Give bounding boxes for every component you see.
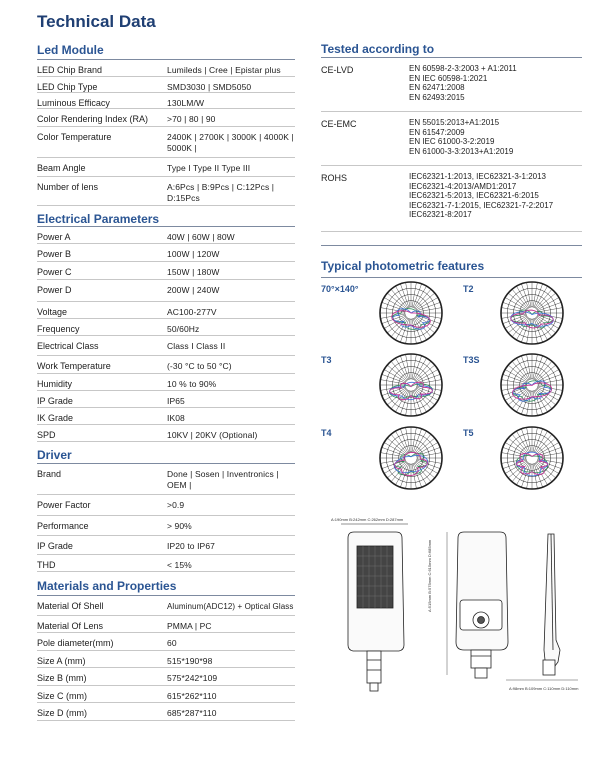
row-label: Work Temperature [37, 361, 111, 371]
photometric-label: T4 [321, 428, 332, 438]
page-title: Technical Data [37, 12, 156, 31]
row-label: Brand [37, 469, 62, 479]
row-value: Lumileds | Cree | Epistar plus [167, 65, 281, 75]
table-row [37, 464, 295, 495]
table-row [37, 336, 295, 356]
table-row [37, 109, 295, 127]
row-label: Luminous Efficacy [37, 98, 110, 108]
table-row [37, 536, 295, 555]
row-label: Beam Angle [37, 163, 86, 173]
photometric-heading: Typical photometric features [321, 256, 582, 278]
row-value: 100W | 120W [167, 249, 220, 259]
electrical-table [37, 227, 295, 442]
photometric-label: T5 [463, 428, 474, 438]
table-row [37, 244, 295, 262]
polar-grid [501, 427, 563, 489]
table-row [37, 425, 295, 442]
side-view [506, 534, 578, 680]
polar-diagram-2 [499, 280, 565, 346]
row-value: AC100-277V [167, 307, 217, 317]
row-value: A:6Pcs | B:9Pcs | C:12Pcs | D:15Pcs [167, 182, 275, 203]
table-row [321, 112, 582, 166]
row-value: 10 % to 90% [167, 379, 217, 389]
row-value [409, 58, 582, 111]
polar-grid [380, 427, 442, 489]
table-row [37, 555, 295, 572]
table-row [37, 262, 295, 280]
row-value: SMD3030 | SMD5050 [167, 82, 252, 92]
driver-table [37, 464, 295, 572]
row-value: Type I Type II Type III [167, 163, 251, 173]
table-row [37, 391, 295, 408]
materials-table [37, 596, 295, 721]
photometric-label: T2 [463, 284, 474, 294]
table-row [37, 127, 295, 158]
row-label: Humidity [37, 379, 73, 389]
table-row [37, 668, 295, 686]
standard-line: IEC62321-1:2013, IEC62321-3-1:2013 [409, 172, 546, 181]
table-row [37, 319, 295, 336]
table-row [37, 374, 295, 391]
row-value: IK08 [167, 413, 185, 423]
row-label: Frequency [37, 324, 80, 334]
row-label: Power D [37, 285, 72, 295]
row-value: 575*242*109 [167, 673, 218, 683]
table-row [37, 302, 295, 319]
row-value: 615*262*110 [167, 691, 217, 701]
row-value: 685*287*110 [167, 708, 217, 718]
photometric-label: T3 [321, 355, 332, 365]
row-label: Power B [37, 249, 72, 259]
row-label: Power Factor [37, 500, 91, 510]
table-row [37, 703, 295, 721]
standard-line: EN 61547:2009 [409, 127, 465, 137]
row-value [409, 166, 582, 231]
table-row [321, 166, 582, 232]
row-label: Color Temperature [37, 132, 112, 142]
dimension-label-width: A:190mm B:242mm C:262mm D:287mm [331, 517, 404, 522]
table-row [37, 177, 295, 206]
front-view [341, 524, 408, 691]
row-label: Power A [37, 232, 71, 242]
row-label: IP Grade [37, 541, 73, 551]
table-row [37, 158, 295, 177]
polar-diagram-1 [378, 280, 444, 346]
row-value: < 15% [167, 560, 192, 570]
table-row [37, 356, 295, 374]
photometric-label: T3S [463, 355, 480, 365]
standard-line: IEC62321-5:2013, IEC62321-6:2015 [409, 191, 539, 200]
row-value: 200W | 240W [167, 285, 220, 295]
table-row [37, 596, 295, 616]
row-value: PMMA | PC [167, 621, 212, 631]
photometric-label: 70°×140° [321, 284, 359, 294]
standard-line: IEC62321-8:2017 [409, 210, 472, 219]
table-row [37, 651, 295, 668]
row-label: Material Of Lens [37, 621, 104, 631]
table-row [37, 408, 295, 425]
row-label: THD [37, 560, 56, 570]
driver-heading: Driver [37, 442, 295, 464]
row-label: Size B (mm) [37, 673, 87, 683]
row-label: Size A (mm) [37, 656, 86, 666]
polar-diagram-3 [378, 352, 444, 418]
row-value: Done | Sosen | Inventronics | OEM | [167, 469, 279, 490]
polar-diagram-5 [378, 425, 444, 491]
row-value: Class I Class II [167, 341, 226, 351]
row-label: ROHS [321, 173, 348, 183]
table-row [37, 633, 295, 651]
row-value: 2400K | 2700K | 3000K | 4000K | 5000K | [167, 132, 294, 153]
polar-grid [501, 282, 563, 344]
tested-heading: Tested according to [321, 40, 582, 58]
standard-line: EN 60598-2-3:2003 + A1:2011 [409, 64, 517, 73]
row-label: IK Grade [37, 413, 74, 423]
row-value: 150W | 180W [167, 267, 220, 277]
table-row [37, 516, 295, 536]
standard-line: EN 61000-3-3:2013+A1:2019 [409, 146, 514, 156]
led-module-heading: Led Module [37, 40, 295, 60]
polar-grid [380, 354, 442, 416]
row-value: > 90% [167, 521, 192, 531]
electrical-heading: Electrical Parameters [37, 206, 295, 227]
standard-line: IEC62321-7-1:2015, IEC62321-7-2:2017 [409, 200, 554, 210]
row-value: 130LM/W [167, 98, 205, 108]
row-label: IP Grade [37, 396, 73, 406]
standard-line: IEC62321-4:2013/AMD1:2017 [409, 181, 517, 191]
row-value: >0.9 [167, 500, 185, 510]
row-value: 10KV | 20KV (Optional) [167, 430, 258, 440]
standard-line: EN 55015:2013+A1:2015 [409, 118, 500, 127]
table-row [37, 686, 295, 703]
row-label: Performance [37, 521, 89, 531]
polar-diagram-4 [499, 352, 565, 418]
row-value: IP20 to IP67 [167, 541, 215, 551]
table-row [37, 60, 295, 77]
left-column [37, 40, 295, 721]
standard-line: EN 62471:2008 [409, 83, 465, 92]
standard-line: EN IEC 61000-3-2:2019 [409, 137, 495, 146]
row-label: Electrical Class [37, 341, 99, 351]
tested-section [321, 40, 582, 246]
row-label: CE-EMC [321, 119, 357, 129]
table-row [37, 227, 295, 244]
standard-line: EN 62493:2015 [409, 92, 465, 102]
led-module-table [37, 60, 295, 206]
row-value: 50/60Hz [167, 324, 200, 334]
table-row [37, 280, 295, 302]
row-label: LED Chip Brand [37, 65, 103, 75]
luminaire-drawing [320, 520, 590, 695]
table-row [37, 495, 295, 516]
row-label: CE-LVD [321, 65, 354, 75]
table-row [321, 58, 582, 112]
materials-heading: Materials and Properties [37, 572, 295, 596]
table-row [37, 616, 295, 633]
row-label: LED Chip Type [37, 82, 98, 92]
row-label: SPD [37, 430, 56, 440]
row-label: Voltage [37, 307, 68, 317]
table-row [37, 77, 295, 93]
polar-diagram-6 [499, 425, 565, 491]
row-value: 515*190*98 [167, 656, 213, 666]
table-row [37, 93, 295, 109]
top-view [447, 532, 508, 678]
row-value [409, 112, 582, 165]
divider [321, 232, 582, 246]
row-label: Color Rendering Index (RA) [37, 114, 149, 124]
row-value: (-30 °C to 50 °C) [167, 361, 232, 371]
row-label: Pole diameter(mm) [37, 638, 114, 648]
dimension-label-height: A:98mm B:109mm C:110mm D:110mm [509, 686, 579, 691]
row-value: IP65 [167, 396, 185, 406]
row-value: 40W | 60W | 80W [167, 232, 235, 242]
row-label: Number of lens [37, 182, 99, 192]
standard-line: EN IEC 60598-1:2021 [409, 73, 488, 83]
row-label: Material Of Shell [37, 601, 104, 611]
row-label: Size D (mm) [37, 708, 87, 718]
row-label: Power C [37, 267, 72, 277]
row-value: Aluminum(ADC12) + Optical Glass [167, 602, 294, 611]
row-label: Size C (mm) [37, 691, 87, 701]
dimension-label-length: A:515mm B:575mm C:615mm D:685mm [427, 539, 432, 612]
row-value: >70 | 80 | 90 [167, 114, 216, 124]
row-value: 60 [167, 638, 177, 648]
